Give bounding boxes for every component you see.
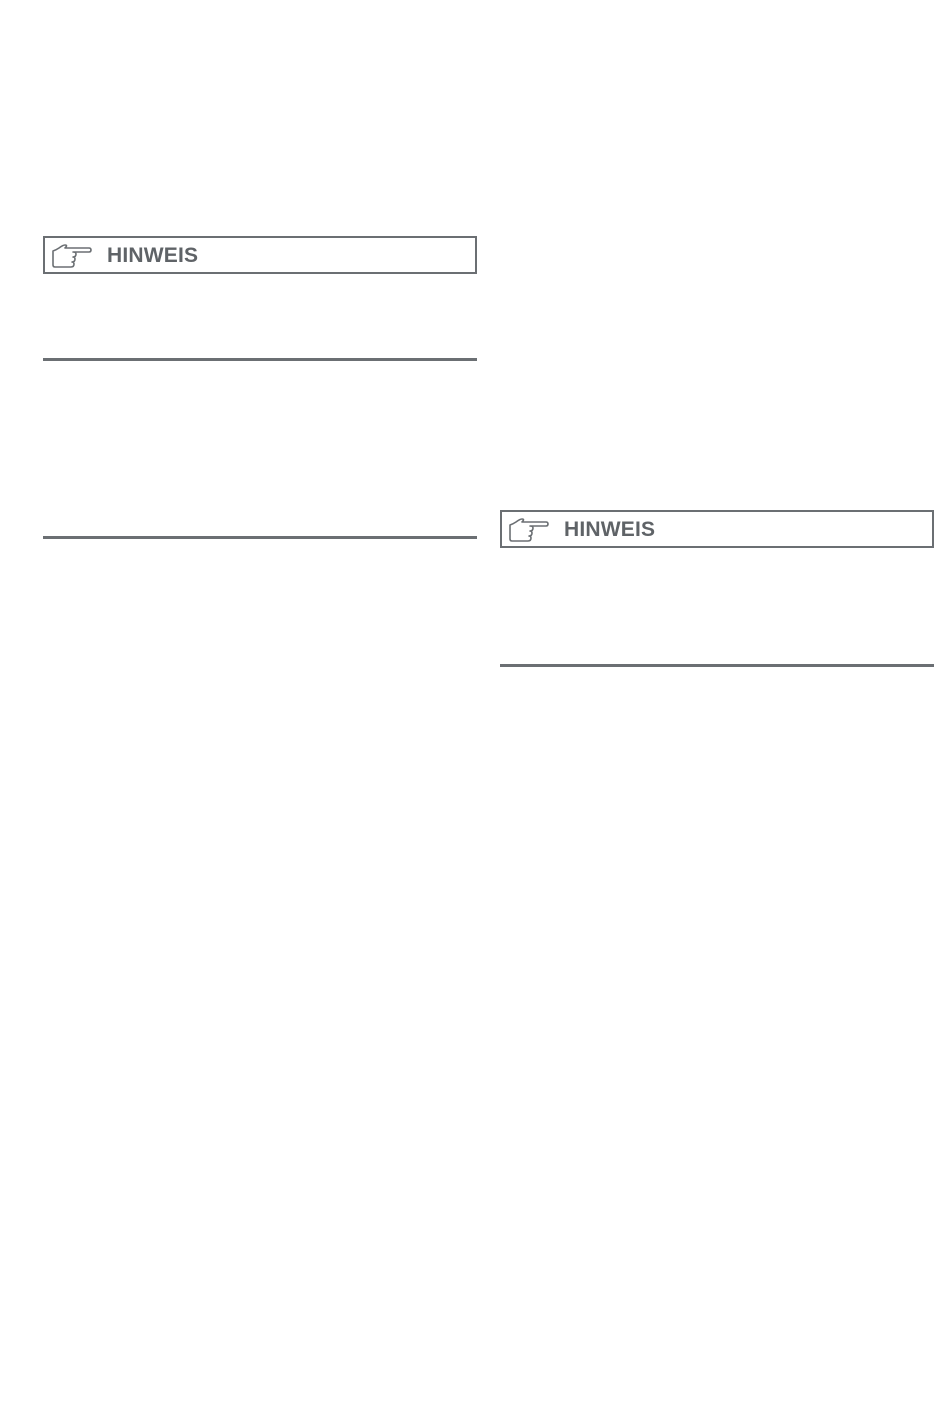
pointing-hand-icon <box>51 243 93 269</box>
note-box-hinweis <box>43 236 477 274</box>
section-divider <box>500 664 934 667</box>
note-label: HINWEIS <box>107 244 199 267</box>
note-box-hinweis <box>500 510 934 548</box>
section-divider <box>43 358 477 361</box>
note-label: HINWEIS <box>564 518 656 541</box>
section-divider <box>43 536 477 539</box>
pointing-hand-icon <box>508 517 550 543</box>
